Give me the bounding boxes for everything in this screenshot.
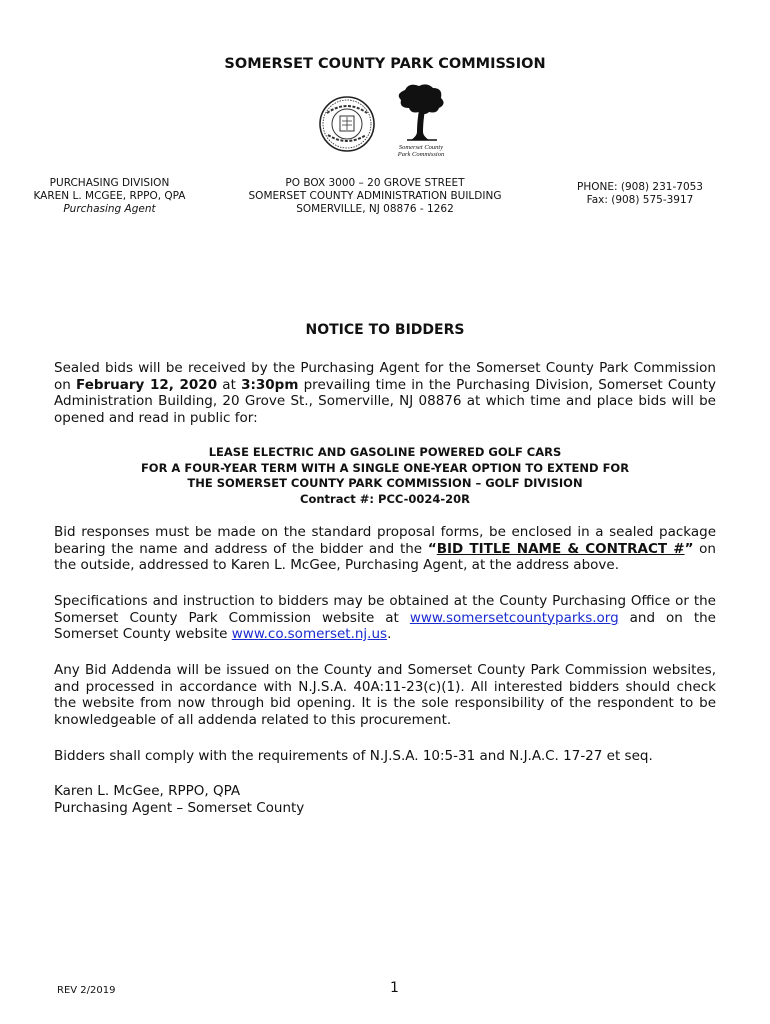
address-line2: SOMERSET COUNTY ADMINISTRATION BUILDING: [248, 190, 502, 202]
revision-label: REV 2/2019: [57, 985, 116, 996]
paragraph-bid-responses: [54, 524, 716, 574]
address-line3: SOMERVILLE, NJ 08876 - 1262: [296, 203, 454, 215]
p2-quote-close: ”: [684, 540, 694, 557]
p1-text1: Sealed bids will be received by the Purchasing Agent for the Somerset County Park Commission on: [54, 360, 716, 393]
p2-quote-open: “: [427, 540, 437, 557]
contract-number: Contract #: PCC-0024-20R: [300, 491, 470, 506]
address-line1: PO BOX 3000 – 20 GROVE STREET: [285, 177, 465, 189]
logo-text-line2: Park Commission: [397, 151, 445, 158]
signer-name: Karen L. McGee, RPPO, QPA: [54, 783, 241, 799]
logo-text-line1: Somerset County: [398, 144, 444, 151]
park-website-link[interactable]: www.somersetcountyparks.org: [409, 609, 619, 626]
p3-text1: Specifications and instruction to bidders may be obtained at the County Purchasing Office or the Somerset County Park Commission website at: [54, 593, 716, 626]
project-line3: THE SOMERSET COUNTY PARK COMMISSION – GOLF DIVISION: [187, 476, 583, 490]
bid-title-emphasis: BID TITLE NAME & CONTRACT #: [436, 540, 685, 557]
bid-date: February 12, 2020: [76, 376, 218, 393]
bid-time: 3:30pm: [241, 376, 299, 393]
p3-text2: and on the Somerset County website: [54, 609, 716, 642]
page-number: 1: [390, 980, 399, 996]
address-block: [220, 177, 530, 216]
paragraph-specifications: [54, 593, 716, 643]
purchasing-division-block: [22, 177, 197, 216]
division-name: PURCHASING DIVISION: [49, 177, 170, 189]
p3-text3: .: [387, 626, 392, 642]
paragraph-bid-receipt: [54, 360, 716, 426]
project-line1: LEASE ELECTRIC AND GASOLINE POWERED GOLF CARS: [208, 445, 562, 459]
phone-number: PHONE: (908) 231-7053: [577, 181, 703, 193]
signer-title: Purchasing Agent – Somerset County: [54, 800, 305, 816]
p1-text3: prevailing time in the Purchasing Division, Somerset County Administration Building, 20 Grove St., Somerville, NJ 08876 at which time and place bids will be opened and read in public for:: [54, 376, 717, 426]
p1-text2: at: [217, 376, 242, 393]
fax-number: Fax: (908) 575-3917: [586, 194, 694, 206]
signature-block: [54, 783, 304, 817]
agent-title: Purchasing Agent: [63, 203, 156, 215]
page-title: SOMERSET COUNTY PARK COMMISSION: [224, 56, 546, 72]
contact-block: [555, 181, 725, 207]
county-seal-icon: [318, 95, 376, 153]
notice-title: NOTICE TO BIDDERS: [305, 322, 465, 338]
park-tree-logo-icon: [385, 82, 457, 158]
county-website-link[interactable]: www.co.somerset.nj.us: [231, 626, 388, 642]
agent-name: KAREN L. MCGEE, RPPO, QPA: [33, 190, 186, 202]
project-title-block: [54, 445, 716, 507]
p2-text2: on the outside, addressed to Karen L. McGee, Purchasing Agent, at the address above.: [54, 540, 716, 573]
paragraph-addenda: Any Bid Addenda will be issued on the County and Somerset County Park Commission websites, and processed in accordance with N.J.S.A. 40A:11-23(c)(1). All interested bidders should check the website from now through bid opening. It is the sole responsibility of the respondent to be knowledgeable of all addenda related to this procurement.: [54, 662, 716, 728]
p2-text1: Bid responses must be made on the standard proposal forms, be enclosed in a sealed package bearing the name and address of the bidder and the: [54, 524, 716, 557]
paragraph-compliance: Bidders shall comply with the requirements of N.J.S.A. 10:5-31 and N.J.A.C. 17-27 et seq.: [54, 748, 653, 764]
project-line2: FOR A FOUR-YEAR TERM WITH A SINGLE ONE-YEAR OPTION TO EXTEND FOR: [140, 460, 630, 475]
